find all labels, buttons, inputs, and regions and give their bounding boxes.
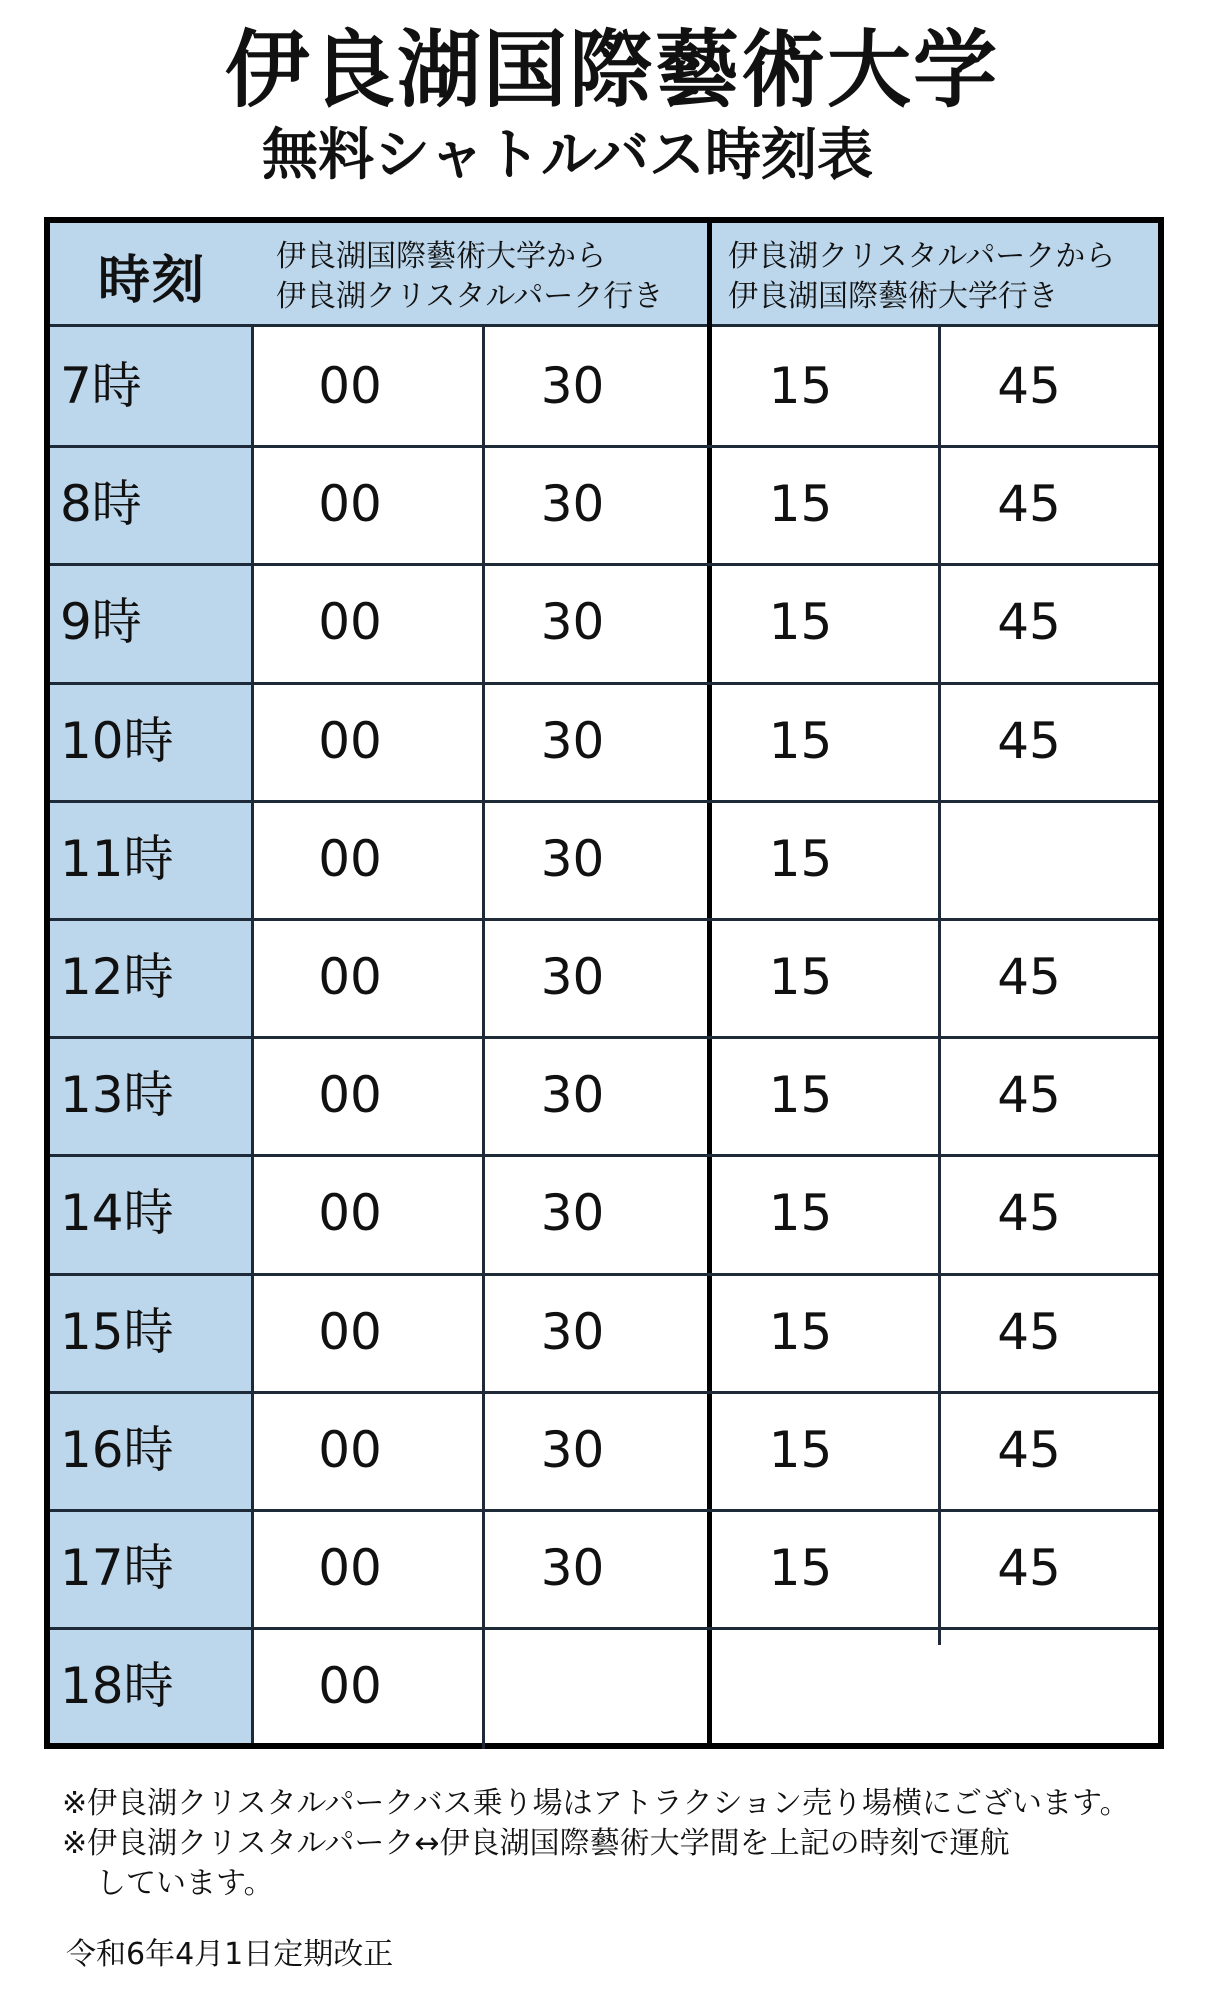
departure-minute: 15 — [768, 711, 833, 770]
departure-minute: 00 — [318, 357, 382, 415]
row-divider — [50, 563, 1158, 566]
row-divider — [50, 1273, 1158, 1276]
notes — [62, 1784, 1130, 1904]
departure-minute: 30 — [540, 1420, 605, 1479]
departure-minute: 45 — [997, 593, 1061, 652]
departure-minute: 00 — [318, 475, 382, 534]
departure-minute: 45 — [997, 1420, 1061, 1479]
hour-label: 11時 — [60, 829, 174, 888]
departure-minute: 15 — [768, 475, 833, 534]
column-divider-2 — [938, 327, 941, 1645]
direction-2-header — [728, 237, 1115, 317]
departure-minute: 45 — [997, 711, 1061, 770]
departure-minute: 15 — [768, 1420, 833, 1479]
departure-minute: 45 — [997, 357, 1061, 415]
page-title: 伊良湖国際藝術大学 — [224, 21, 999, 119]
row-divider — [50, 800, 1158, 803]
departure-minute: 00 — [318, 948, 382, 1006]
departure-minute: 00 — [318, 1657, 382, 1716]
direction-1-line-2: 伊良湖クリスタルパーク行き — [276, 279, 664, 314]
row-divider — [50, 1509, 1158, 1512]
hour-label: 9時 — [60, 593, 142, 652]
direction-1-header — [276, 237, 663, 317]
departure-minute: 45 — [997, 1066, 1061, 1125]
row-divider — [50, 1627, 1158, 1630]
row-divider — [50, 1154, 1158, 1157]
departure-minute: 00 — [318, 1539, 382, 1597]
departure-minute: 30 — [540, 829, 605, 888]
departure-minute: 15 — [768, 1066, 833, 1125]
departure-minute: 30 — [540, 948, 605, 1006]
departure-minute: 00 — [318, 711, 382, 770]
revision-date: 令和6年4月1日定期改正 — [66, 1937, 394, 1972]
departure-minute: 00 — [318, 1302, 382, 1361]
hour-label: 16時 — [60, 1420, 174, 1479]
hour-label: 8時 — [60, 475, 142, 534]
departure-minute: 45 — [997, 1302, 1061, 1361]
hour-label: 14時 — [60, 1184, 174, 1243]
departure-minute: 15 — [768, 1539, 833, 1597]
departure-minute: 30 — [540, 711, 605, 770]
departure-minute: 30 — [540, 1302, 605, 1361]
departure-minute: 00 — [318, 1066, 382, 1125]
departure-minute: 00 — [318, 1420, 382, 1479]
hour-label: 15時 — [60, 1302, 174, 1361]
row-divider — [50, 682, 1158, 685]
note-1: ※伊良湖クリスタルパークバス乗り場はアトラクション売り場横にございます。 — [62, 1786, 1130, 1821]
direction-1-line-1: 伊良湖国際藝術大学から — [276, 239, 606, 274]
hour-label: 13時 — [60, 1066, 174, 1125]
departure-minute: 15 — [768, 829, 833, 888]
row-divider — [50, 1391, 1158, 1394]
hour-label: 7時 — [60, 357, 142, 415]
row-divider — [50, 1036, 1158, 1039]
departure-minute: 30 — [540, 357, 605, 415]
page-subtitle: 無料シャトルバス時刻表 — [262, 123, 873, 188]
departure-minute: 30 — [540, 475, 605, 534]
time-header: 時刻 — [97, 250, 206, 311]
direction-divider — [707, 223, 712, 1743]
row-divider — [50, 445, 1158, 448]
departure-minute: 15 — [768, 357, 833, 415]
hour-label: 12時 — [60, 948, 174, 1006]
hour-label: 10時 — [60, 711, 174, 770]
departure-minute: 30 — [540, 1066, 605, 1125]
departure-minute: 15 — [768, 1184, 833, 1243]
departure-minute: 00 — [318, 593, 382, 652]
direction-2-line-2: 伊良湖国際藝術大学行き — [728, 279, 1058, 314]
departure-minute: 15 — [768, 948, 833, 1006]
hour-label: 18時 — [60, 1657, 174, 1716]
departure-minute: 30 — [540, 593, 605, 652]
timetable — [44, 217, 1164, 1749]
departure-minute: 30 — [540, 1184, 605, 1243]
departure-minute: 00 — [318, 1184, 382, 1243]
note-2-continuation: しています。 — [96, 1866, 274, 1901]
hour-label: 17時 — [60, 1539, 174, 1597]
departure-minute: 45 — [997, 1539, 1061, 1597]
note-2: ※伊良湖クリスタルパーク↔伊良湖国際藝術大学間を上記の時刻で運航 — [62, 1826, 1010, 1861]
departure-minute: 00 — [318, 829, 382, 888]
departure-minute: 30 — [540, 1539, 605, 1597]
departure-minute: 15 — [768, 1302, 833, 1361]
row-divider — [50, 918, 1158, 921]
departure-minute: 15 — [768, 593, 833, 652]
departure-minute: 45 — [997, 1184, 1061, 1243]
departure-minute: 45 — [997, 948, 1061, 1006]
departure-minute: 45 — [997, 475, 1061, 534]
direction-2-line-1: 伊良湖クリスタルパークから — [728, 239, 1116, 274]
